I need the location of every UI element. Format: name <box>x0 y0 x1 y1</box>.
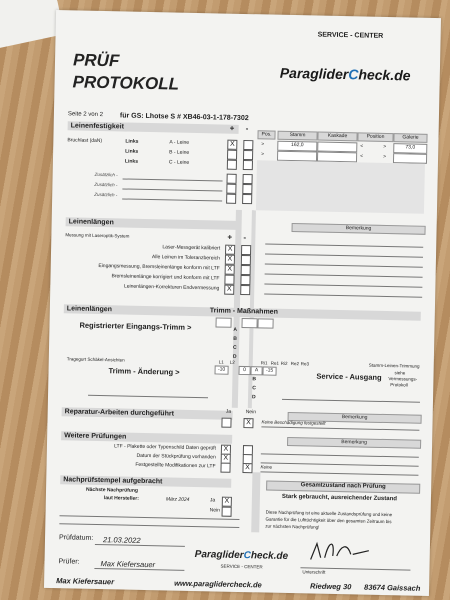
zusaetzlich-2: Zusätzlich - <box>94 181 118 188</box>
trimm-val-l2: 0 <box>238 366 250 375</box>
reparatur-remark: Keine Beschädigung festgestellt <box>261 419 326 426</box>
ll-item-5: Leinenlängen-Korrekturen Endvermessung <box>123 283 220 292</box>
line <box>264 293 422 297</box>
ja-label: Ja <box>225 408 232 415</box>
checkbox[interactable]: X <box>242 463 252 473</box>
footer-logo-left: Paraglider <box>194 549 244 562</box>
trimm-row-b2: B <box>252 376 257 383</box>
line <box>59 515 239 520</box>
gt-b: > <box>261 151 265 158</box>
leine-c: C - Leine <box>168 159 190 166</box>
naechste-nachpruefung: Nächste Nachprüfung <box>85 486 139 494</box>
section-leinenlaengen: Leinenlängen <box>66 217 237 230</box>
section-weitere: Weitere Prüfungen <box>61 431 232 444</box>
trimm-massnahmen: Trimm - Maßnahmen <box>209 307 278 316</box>
section-reparatur: Reparatur-Arbeiten durchgeführt <box>62 407 233 420</box>
line <box>94 568 184 571</box>
service-center-label: SERVICE - CENTER <box>317 31 384 40</box>
line <box>59 523 239 528</box>
trimm-cell <box>215 317 231 327</box>
links-a: Links <box>125 138 139 145</box>
ll-item-2: Alle Leinen im Toleranzbereich <box>151 254 220 262</box>
line <box>95 544 185 547</box>
check-ltf[interactable]: X <box>221 445 231 455</box>
weitere-bemerkung: Bemerkung <box>287 437 421 449</box>
plus-col: + <box>229 123 235 133</box>
tragegurt-label: Tragegurt Schäkel-Ansichten <box>66 356 125 363</box>
minus-col-2: - <box>243 233 247 243</box>
footer-city: 83674 Gaissach <box>363 582 421 593</box>
section-leinenfestigkeit: Leinenfestigkeit <box>68 121 239 134</box>
checkbox-b-minus[interactable] <box>243 150 253 160</box>
gesamt-status: Stark gebraucht, ausreichender Zustand <box>281 493 398 503</box>
footer-logo-right: heck.de <box>250 550 289 563</box>
pruefer-label: Prüfer: <box>58 558 80 566</box>
section-nachpruef: Nachprüfstempel aufgebracht <box>60 475 231 488</box>
reparatur-bemerkung: Bemerkung <box>288 412 422 424</box>
vermessung: Vermessungs- <box>388 376 418 382</box>
check-datum[interactable]: X <box>221 454 231 464</box>
line <box>260 471 418 475</box>
trimm-val-re1: -15 <box>262 366 276 375</box>
line <box>122 198 222 201</box>
col-re1: Re1 <box>270 360 280 366</box>
nein-label: Nein <box>245 409 257 416</box>
check-modifikation[interactable] <box>220 463 230 473</box>
col-l2: L2 <box>229 359 235 365</box>
checkbox[interactable] <box>241 255 251 265</box>
pos-header: Pos. <box>257 130 275 139</box>
col-l1: L1 <box>218 359 224 365</box>
logo-left: Paraglider <box>279 64 349 83</box>
galerie-header: Galerie <box>393 133 427 143</box>
trimm-aenderung-label: Trimm - Änderung > <box>108 366 180 377</box>
ll-item-3: Eingangsmessung, Bremsleinenlänge konform mit LTF <box>98 262 220 272</box>
check-korrigiert[interactable] <box>224 275 234 285</box>
gray-field <box>256 160 425 214</box>
unterschrift-label: Unterschrift <box>302 569 326 575</box>
checkbox[interactable] <box>226 174 236 184</box>
weitere-item-3: Festgestellte Modifikationen zur LTF <box>135 461 216 470</box>
line <box>261 453 419 457</box>
reparatur-ja-box[interactable] <box>221 418 231 428</box>
check-endvermessung[interactable]: X <box>224 285 234 295</box>
siehe: siehe <box>394 370 406 376</box>
gt-pos-b: > <box>383 153 387 160</box>
trimm-row-c2: C <box>252 385 256 392</box>
trimm-row-c: C <box>232 344 237 351</box>
line <box>122 188 222 191</box>
service-ausgang-label: Service - Ausgang <box>316 371 382 382</box>
footer-service-center: SERVICE - CENTER <box>220 563 263 570</box>
glider-id: für GS: Lhotse S # XB46-03-1-178-7302 <box>119 112 249 123</box>
check-kalibriert[interactable]: X <box>225 245 235 255</box>
position-header: Position <box>357 132 393 142</box>
checkbox[interactable] <box>241 245 251 255</box>
check-toleranz[interactable]: X <box>225 255 235 265</box>
next-date: März 2024 <box>165 496 190 503</box>
check-eingang[interactable]: X <box>225 265 235 275</box>
gt-pos-a: > <box>383 143 387 150</box>
protocol-sheet <box>44 10 441 596</box>
nachpruef-ja: Ja <box>209 497 216 504</box>
footer-street: Riedweg 30 <box>309 581 352 592</box>
line <box>261 462 419 466</box>
bruchlast-label: Bruchlast (daN) <box>67 137 103 145</box>
footer-url: www.paraglidercheck.de <box>174 578 262 590</box>
trimm-cell <box>257 318 273 328</box>
pruefdatum-label: Prüfdatum: <box>58 534 94 542</box>
line <box>265 253 423 257</box>
footer-name: Max Kiefersauer <box>56 576 115 587</box>
checkbox-a-minus[interactable] <box>243 140 253 150</box>
line <box>265 243 423 247</box>
ll-item-1: Laser-Messgerät kalibriert <box>162 244 221 252</box>
trimm-row-b: B <box>233 335 237 342</box>
logo <box>280 65 411 84</box>
section-trimm: Leinenlängen <box>64 304 421 320</box>
line <box>261 426 419 430</box>
checkbox-c-minus[interactable] <box>243 160 253 170</box>
lt-a: < <box>360 143 364 150</box>
col-re2: Re2 <box>290 361 300 367</box>
title-line2: PROTOKOLL <box>72 72 180 94</box>
gesamt-text-1: Diese Nachprüfung ist eine aktuelle Zustandsprüfung und keine <box>265 509 393 518</box>
checkbox-a-plus[interactable]: X <box>227 140 237 150</box>
leine-b: B - Leine <box>169 149 190 156</box>
trimm-row-a: A <box>233 326 238 333</box>
pruefdatum-value: 21.03.2022 <box>102 535 141 545</box>
pruefer-value: Max Kiefersauer <box>100 559 156 570</box>
checkbox[interactable] <box>226 194 236 204</box>
gesamt-text-3: zur nächsten Nachprüfung! <box>265 523 320 530</box>
checkbox-c-plus[interactable] <box>227 160 237 170</box>
trimm-val-l1: -10 <box>214 365 228 374</box>
checkbox[interactable] <box>242 174 252 184</box>
checkbox[interactable] <box>226 184 236 194</box>
weitere-item-1: LTF - Plakette oder Typenschild Daten geprüft <box>114 443 217 452</box>
checkbox[interactable] <box>241 265 251 275</box>
nachpruef-nein: Nein <box>209 507 221 514</box>
leine-a: A - Leine <box>169 139 190 146</box>
line <box>265 273 423 277</box>
checkbox[interactable] <box>240 275 250 285</box>
line <box>265 263 423 267</box>
trimm-row-d: D <box>232 353 237 360</box>
galerie-b <box>393 153 427 164</box>
nachpruef-ja-box[interactable]: X <box>222 497 232 507</box>
reparatur-nein-box[interactable]: X <box>243 418 253 428</box>
page-number: Seite 2 von 2 <box>67 111 103 119</box>
stamm-header: Stamm <box>277 131 317 141</box>
protokoll: Protokoll <box>390 382 408 388</box>
col-ri1: Ri1 <box>260 360 268 366</box>
links-b: Links <box>125 148 139 155</box>
ll-item-4: Bremsleinenlänge korrigiert und konform mit LTF <box>111 273 220 282</box>
plus-col-2: + <box>227 232 233 242</box>
separator <box>251 472 260 532</box>
stamm-value: 162,0 <box>277 141 317 152</box>
weitere-item-2: Datum der Stückprüfung vorhanden <box>136 452 216 461</box>
checkbox[interactable] <box>240 285 250 295</box>
line <box>264 283 422 287</box>
kaskade-header: Kaskade <box>317 132 357 142</box>
zusaetzlich-3: Zusätzlich - <box>94 191 118 198</box>
minus-col: - <box>245 124 249 134</box>
logo-right: heck.de <box>358 66 411 84</box>
trimm-val-a: A <box>250 366 262 375</box>
nachpruef-nein-box[interactable] <box>222 507 232 517</box>
lt-b: < <box>360 153 364 160</box>
checkbox[interactable] <box>242 194 252 204</box>
laut-hersteller: laut Hersteller: <box>103 495 139 502</box>
col-re3: Re3 <box>300 361 310 367</box>
links-c: Links <box>124 158 139 165</box>
galerie-value: 73,0 <box>393 143 427 154</box>
weitere-remark: Keine <box>260 464 273 470</box>
zusaetzlich-1: Zusätzlich - <box>94 171 118 178</box>
trimm-row-d2: D <box>251 394 256 401</box>
line <box>282 399 420 403</box>
footer-logo-c: C <box>243 550 251 562</box>
gesamt-text-2: Garantie für die Lufttüchtigkeit über den gesamten Zeitraum bis <box>265 516 392 525</box>
line <box>123 178 223 181</box>
line <box>88 395 208 399</box>
signature <box>307 535 378 566</box>
checkbox-b-plus[interactable] <box>227 150 237 160</box>
logo-c: C <box>348 66 359 83</box>
col-ri2: Ri2 <box>280 360 288 366</box>
footer-logo <box>195 549 289 562</box>
stamm-leinen-trimmung: Stamm-Leinen-Trimmung <box>368 362 420 369</box>
checkbox[interactable] <box>242 184 252 194</box>
gesamt-title: Gesamtzustand nach Prüfung <box>266 481 420 494</box>
registrierter-label: Registrierter Eingangs-Trimm > <box>79 320 192 332</box>
bemerkung-header: Bemerkung <box>291 223 425 235</box>
messung-note: Messung mit Laseroptik-System <box>65 232 130 239</box>
gt-a: > <box>261 141 265 148</box>
title-line1: PRÜF <box>72 50 120 71</box>
trimm-cell <box>241 318 257 328</box>
